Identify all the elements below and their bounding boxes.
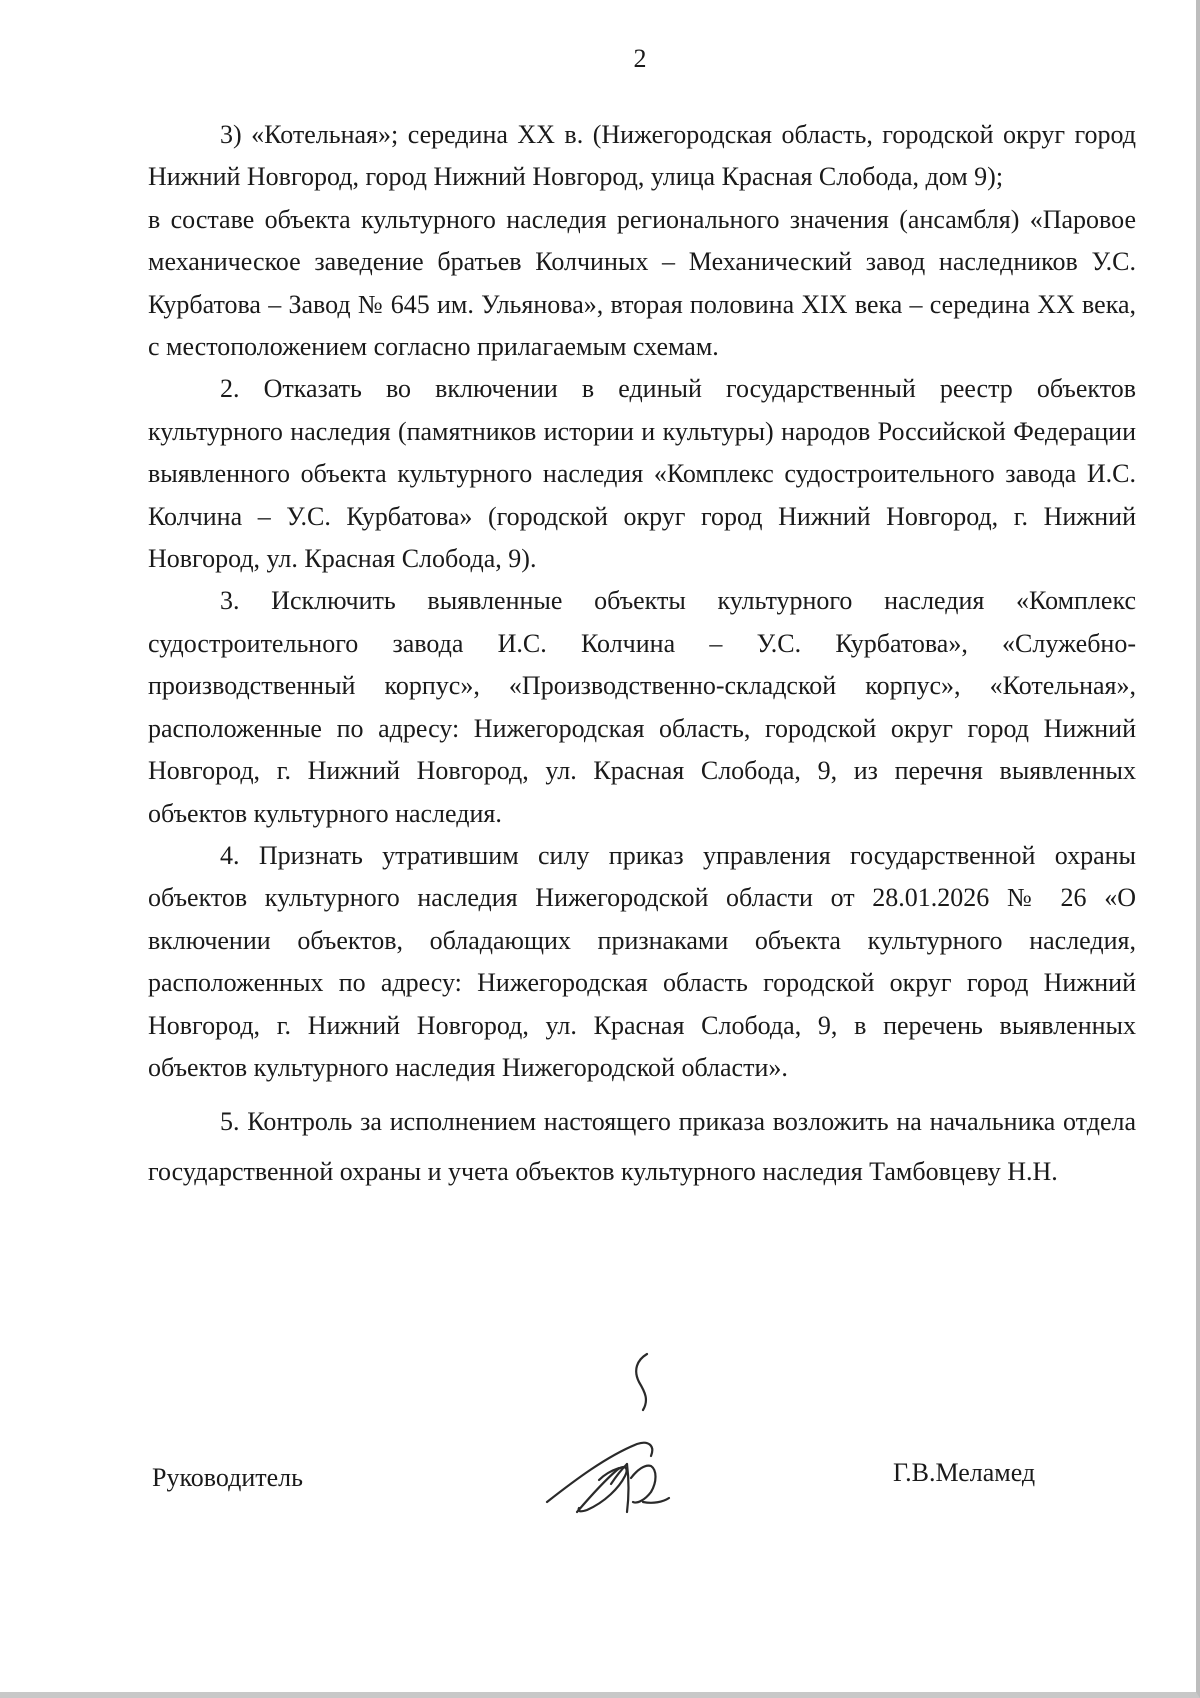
signatory-name: Г.В.Меламед <box>893 1458 1036 1487</box>
page-number: 2 <box>633 44 647 73</box>
paragraph-point-2-refusal: 2. Отказать во включении в единый государственный реестр объектов культурного наследия (памятников истории и культуры) народов Российской Федерации выявленного объекта культурного наследия «Комплекс судостроительного завода И.С. Колчина – У.С. Курбатова» (городской округ город Нижний Новгород, г. Нижний Новгород, ул. Красная Слобода, 9). <box>148 374 1136 574</box>
paragraph-ensemble-description: в составе объекта культурного наследия регионального значения (ансамбля) «Паровое механическое заведение братьев Колчиных – Механический завод наследников У.С. Курбатова – Завод № 645 им. Ульянова», вторая половина XIX века – середина XX века, с местоположением согласно прилагаемым схемам. <box>148 204 1137 362</box>
handwritten-signature-icon <box>545 1352 705 1522</box>
paragraph-point-5-control: 5. Контроль за исполнением настоящего приказа возложить на начальника отдела государственной охраны и учета объектов культурного наследия Тамбовцеву Н.Н. <box>148 1107 1136 1187</box>
signatory-title: Руководитель <box>152 1463 303 1492</box>
document-body <box>148 114 1136 1197</box>
paragraph-item-3-boiler-house: 3) «Котельная»; середина XX в. (Нижегородская область, городской округ город Нижний Новгород, город Нижний Новгород, улица Красная Слобода, дом 9); <box>148 120 1136 192</box>
paragraph-point-3-exclusion: 3. Исключить выявленные объекты культурного наследия «Комплекс судостроительного завода И.С. Колчина – У.С. Курбатова», «Служебно-производственный корпус», «Производственно-складской корпус», «Котельная», расположенные по адресу: Нижегородская область, городской округ город Нижний Новгород, г. Нижний Новгород, ул. Красная Слобода, 9, из перечня выявленных объектов культурного наследия. <box>148 586 1136 828</box>
paragraph-point-4-repeal: 4. Признать утратившим силу приказ управления государственной охраны объектов культурного наследия Нижегородской области от 28.01.2026 № 26 «О включении объектов, обладающих признаками объекта культурного наследия, расположенных по адресу: Нижегородская область городской округ город Нижний Новгород, г. Нижний Новгород, ул. Красная Слобода, 9, в перечень выявленных объектов культурного наследия Нижегородской области». <box>148 840 1136 1082</box>
